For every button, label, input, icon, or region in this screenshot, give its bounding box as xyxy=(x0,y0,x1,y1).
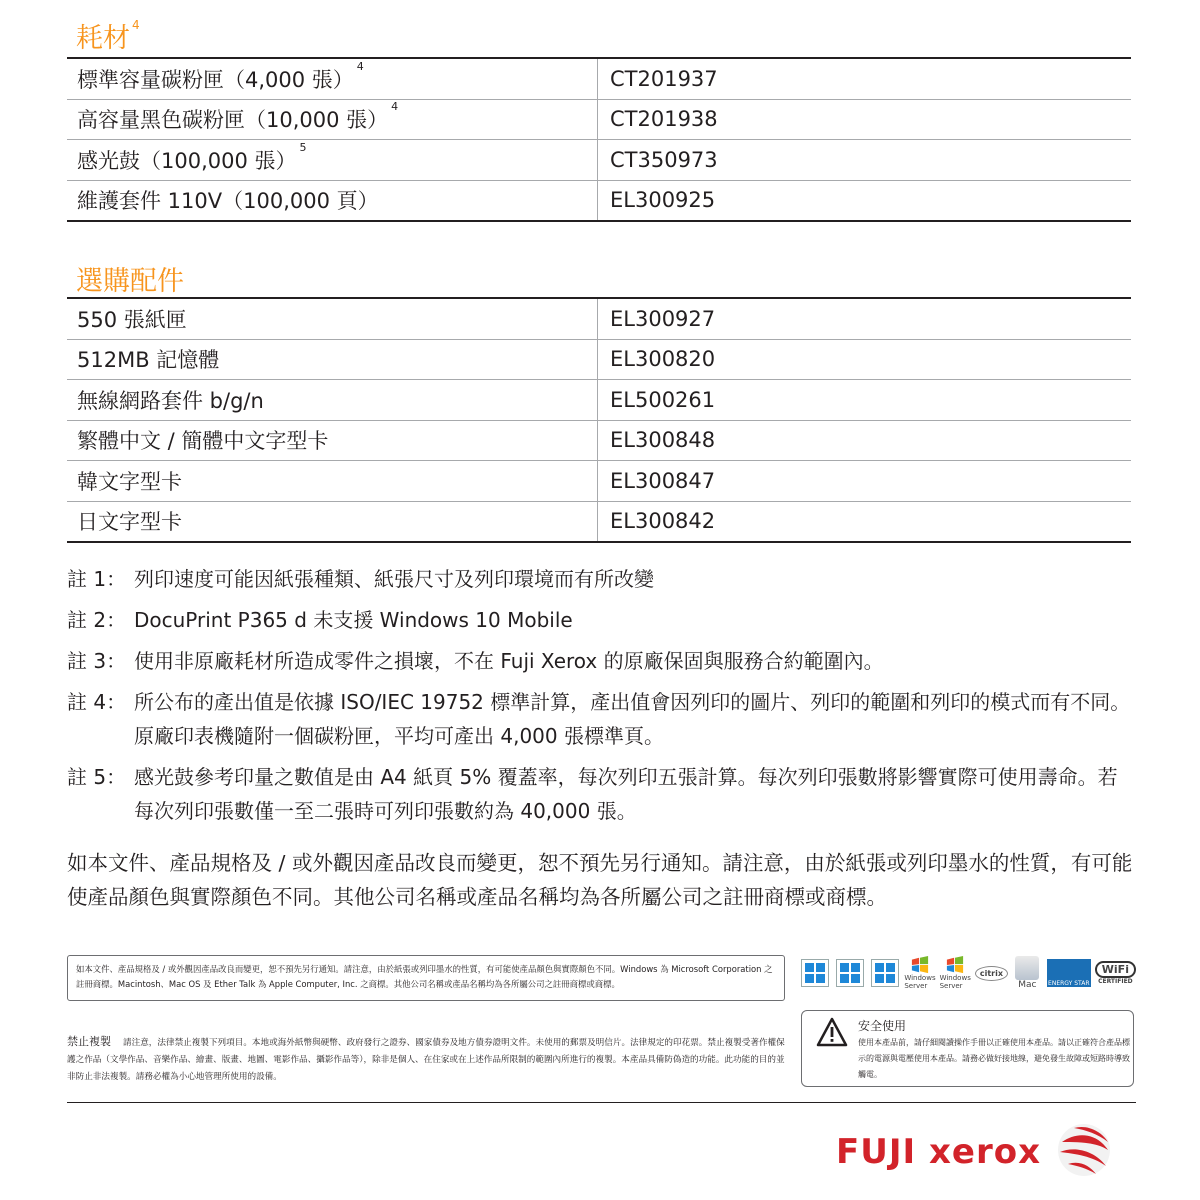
note-text: 感光鼓參考印量之數值是由 A4 紙頁 5% 覆蓋率，每次列印五張計算。每次列印張數將影響實際可使用壽命。若每次列印張數僅一至二張時可列印張數約為 40,000 張。 xyxy=(134,765,1118,823)
warning-icon xyxy=(816,1017,848,1047)
item-name: 512MB 記憶體 xyxy=(67,339,598,380)
note-item xyxy=(67,685,1137,753)
xerox-sphere-logo xyxy=(1056,1120,1112,1180)
copy-prohibition-notice: 禁止複製 請注意，法律禁止複製下列項目。本地或海外紙幣與硬幣、政府發行之證券、國家債券及地方債券證明文件。未使用的郵票及明信片。法律規定的印花票。禁止複製受著作權保護之作品（文學作品、音樂作品、繪畫、版畫、地圖、電影作品、攝影作品等），除非是個人、在住家或在上述作品所限制的範圍內所進行的複製。本產品具備防偽造的功能。此功能的目的並非防止非法複製。請務必權為小心地管理所使用的設備。 xyxy=(67,1035,785,1082)
options-title: 選購配件 xyxy=(76,266,184,297)
table-row xyxy=(67,140,1131,181)
note-label: 註 1： xyxy=(67,567,127,591)
part-number: EL300927 xyxy=(598,298,1132,339)
item-name: 韓文字型卡 xyxy=(67,461,598,502)
note-label: 註 5： xyxy=(67,765,127,789)
table-row xyxy=(67,99,1131,140)
item-name: 無線網路套件 b/g/n xyxy=(67,380,598,421)
windows-server-logo: Windows Server xyxy=(904,956,935,990)
table-row xyxy=(67,501,1131,542)
disclaimer-text: 如本文件、產品規格及 / 或外觀因產品改良而變更，恕不預先另行通知。請注意，由於紙張或列印墨水的性質，有可能使產品顏色與實際顏色不同。其他公司名稱或產品名稱均為各所屬公司之註冊商標或商標。 xyxy=(67,851,1133,909)
table-row xyxy=(67,420,1131,461)
consumables-table xyxy=(67,57,1131,222)
windows-logo xyxy=(835,956,866,990)
note-item xyxy=(67,562,1137,596)
note-item xyxy=(67,603,1137,637)
part-number: CT201937 xyxy=(598,58,1132,99)
part-number: EL300842 xyxy=(598,501,1132,542)
windows-logo xyxy=(870,956,901,990)
mac-logo: Mac xyxy=(1012,956,1043,990)
table-row xyxy=(67,380,1131,421)
item-name: 標準容量碳粉匣（4,000 張）$^4$ xyxy=(67,58,598,99)
options-table xyxy=(67,297,1131,543)
note-item xyxy=(67,760,1137,828)
part-number: EL300847 xyxy=(598,461,1132,502)
safety-box xyxy=(801,1010,1134,1087)
table-row xyxy=(67,180,1131,221)
table-row xyxy=(67,339,1131,380)
windows-server-logo: Windows Server xyxy=(940,956,971,990)
part-number: CT350973 xyxy=(598,140,1132,181)
part-number: EL300925 xyxy=(598,180,1132,221)
brand-wordmark: FUJI xerox xyxy=(836,1132,1042,1172)
safety-text: 使用本產品前，請仔細閱讀操作手冊以正確使用本產品。請以正確符合產品標示的電源與電壓使用本產品。請務必做好接地線，避免發生故障或短路時導致觸電。 xyxy=(858,1038,1130,1079)
part-number: EL300848 xyxy=(598,420,1132,461)
table-row xyxy=(67,58,1131,99)
footnote-ref: 5 xyxy=(299,140,307,154)
part-number: EL300820 xyxy=(598,339,1132,380)
table-row xyxy=(67,461,1131,502)
item-name: 高容量黑色碳粉匣（10,000 張）$^4$ xyxy=(67,99,598,140)
note-text: DocuPrint P365 d 未支援 Windows 10 Mobile xyxy=(134,608,573,632)
consumables-title: 耗材 $^4$ xyxy=(76,18,140,54)
footnote-ref: 4 xyxy=(356,59,364,73)
safety-title: 安全使用 xyxy=(858,1019,907,1033)
item-name: 維護套件 110V（100,000 頁） xyxy=(67,180,598,221)
fine-print-box: 如本文件、產品規格及 / 或外觀因產品改良而變更，恕不預先另行通知。請注意，由於紙張或列印墨水的性質，有可能使產品顏色與實際顏色不同。Windows 為 Microsoft Corporation 之註冊商標。Macintosh、Mac OS 及 Ether Talk 為 Apple Computer, Inc. 之商標。其他公司名稱或產品名稱均為各所屬公司之註冊商標或商標。 xyxy=(67,955,785,1001)
windows-logo xyxy=(800,956,831,990)
copy-prohibition-heading: 禁止複製 xyxy=(67,1035,111,1048)
note-item xyxy=(67,644,1137,678)
note-text: 使用非原廠耗材所造成零件之損壞，不在 Fuji Xerox 的原廠保固與服務合約範圍內。 xyxy=(134,649,884,673)
wifi-certified-logo: WiFi CERTIFIED xyxy=(1095,956,1136,990)
notes-list xyxy=(67,562,1137,835)
note-label: 註 2： xyxy=(67,608,127,632)
note-text: 所公布的產出值是依據 ISO/IEC 19752 標準計算，產出值會因列印的圖片、列印的範圍和列印的模式而有不同。原廠印表機隨附一個碳粉匣，平均可產出 4,000 張標準頁。 xyxy=(134,690,1131,748)
item-name: 感光鼓（100,000 張）$^5$ xyxy=(67,140,598,181)
note-text: 列印速度可能因紙張種類、紙張尺寸及列印環境而有所改變 xyxy=(134,567,654,591)
table-row xyxy=(67,298,1131,339)
citrix-logo: citrix xyxy=(975,956,1008,990)
item-name: 繁體中文 / 簡體中文字型卡 xyxy=(67,420,598,461)
part-number: CT201938 xyxy=(598,99,1132,140)
note-label: 註 4： xyxy=(67,690,127,714)
footnote-ref: 4 xyxy=(391,100,399,114)
certification-logos xyxy=(800,953,1136,993)
energy-star-logo: ENERGY STAR xyxy=(1047,956,1091,990)
item-name: 550 張紙匣 xyxy=(67,298,598,339)
item-name: 日文字型卡 xyxy=(67,501,598,542)
footer-divider xyxy=(67,1102,1136,1103)
part-number: EL500261 xyxy=(598,380,1132,421)
note-label: 註 3： xyxy=(67,649,127,673)
